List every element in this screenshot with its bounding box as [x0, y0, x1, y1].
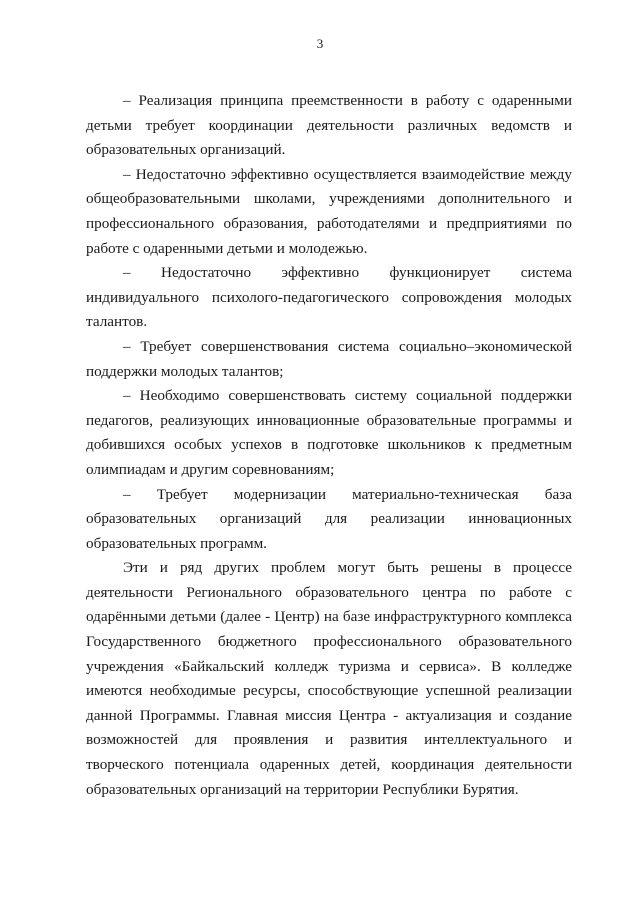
- paragraph-continuity: – Реализация принципа преемственности в работу с одаренными детьми требует координации деятельности различных ведомств и образовательных организаций.: [86, 92, 572, 159]
- paragraph-teacher-support: – Необходимо совершенствовать систему социальной поддержки педагогов, реализующих инновационные образовательные программы и добившихся особых успехов в подготовке школьников к предметным олимпиадам и другим соревнованиям;: [86, 387, 572, 478]
- page-number: 3: [316, 36, 324, 51]
- paragraph-center-mission: Эти и ряд других проблем могут быть решены в процессе деятельности Регионального образовательного центра по работе с одарёнными детьми (далее - Центр) на базе инфраструктурного комплекса Государственного бюджетного профессионального образовательного учреждения «Байкальский колледж туризма и сервиса». В колледже имеются необходимые ресурсы, способствующие успешной реализации данной Программы. Главная миссия Центра - актуализация и создание возможностей для проявления и развития интеллектуального и творческого потенциала одаренных детей, координация деятельности образовательных организаций на территории Республики Бурятия.: [86, 559, 572, 798]
- paragraph-psychological-support: – Недостаточно эффективно функционирует система индивидуального психолого-педагогического сопровождения молодых талантов.: [86, 264, 572, 331]
- paragraph-interaction: – Недостаточно эффективно осуществляется взаимодействие между общеобразовательными школами, учреждениями дополнительного и профессионального образования, работодателями и предприятиями по работе с одаренными детьми и молодежью.: [86, 165, 572, 257]
- paragraph-economic-support: – Требует совершенствования система социально–экономической поддержки молодых талантов;: [86, 337, 572, 380]
- document-body: [86, 89, 572, 802]
- paragraph-modernization: – Требует модернизации материально-техническая база образовательных организаций для реализации инновационных образовательных программ.: [86, 485, 572, 552]
